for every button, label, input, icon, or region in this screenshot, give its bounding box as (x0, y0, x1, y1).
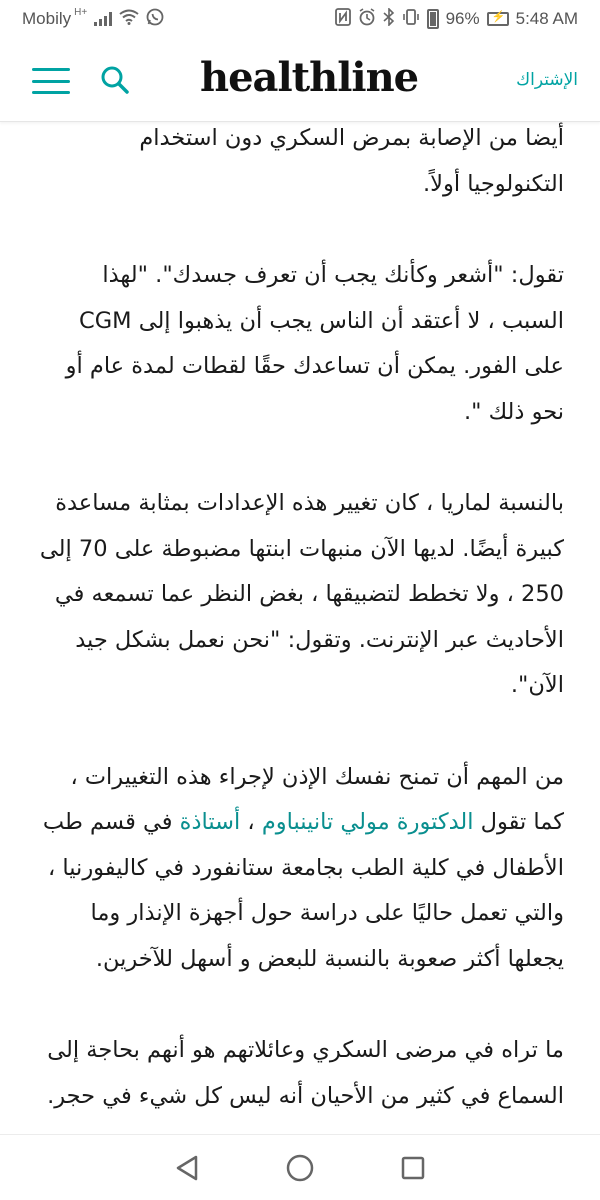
vibrate-icon (402, 8, 420, 31)
paragraph-text: في قسم طب الأطفال في كلية الطب بجامعة ستانفورد في كاليفورنيا ، والتي تعمل حاليًا على دراسة حول أجهزة الإنذار وما يجعلها أكثر صعوبة بالنسبة للبعض و أسهل للآخرين. (42, 809, 564, 972)
status-right (335, 8, 578, 31)
menu-icon[interactable] (32, 68, 70, 94)
carrier-label: Mobily (22, 9, 72, 28)
article-paragraph: أيضا من الإصابة بمرض السكري دون استخدام التكنولوجيا أولاً. (139, 125, 564, 197)
battery-saver-icon (487, 12, 509, 26)
healthline-logo[interactable]: healthline (200, 54, 419, 101)
article-paragraph: تقول: "أشعر وكأنك يجب أن تعرف جسدك". "لهذا السبب ، لا أعتقد أن الناس يجب أن يذهبوا إلى CGM على الفور. يمكن أن تساعدك حقًا لقطات لمدة عام أو نحو ذلك ". (65, 262, 564, 425)
alarm-icon (358, 8, 376, 31)
status-left (22, 8, 164, 31)
battery-percent: 96% (445, 9, 480, 28)
subscribe-button[interactable]: الإشتراك (516, 70, 578, 90)
recents-icon[interactable] (397, 1152, 429, 1184)
back-icon[interactable] (171, 1152, 203, 1184)
bluetooth-icon (383, 8, 395, 31)
whatsapp-icon (146, 8, 164, 31)
network-type-label: H+ (74, 7, 88, 18)
paragraph-text: من المهم أن تمنح نفسك الإذن لإجراء هذه التغييرات ، كما تقول (70, 763, 564, 835)
wifi-icon (119, 9, 139, 30)
professor-link[interactable]: أستاذة (179, 809, 241, 835)
article-body (0, 110, 600, 1140)
article-paragraph: بالنسبة لماريا ، كان تغيير هذه الإعدادات بمثابة مساعدة كبيرة أيضًا. لديها الآن منبهات ابنتها مضبوطة على 70 إلى 250 ، ولا تخطط لتضبيقها ، بغض النظر عما تسمعه في الأحاديث عبر الإنترنت. وتقول: "نحن نعمل بشكل جيد الآن". (39, 490, 564, 698)
site-header (0, 38, 600, 122)
battery-icon (427, 9, 439, 29)
system-nav-bar (0, 1134, 600, 1200)
dr-molly-link[interactable]: الدكتورة مولي تانينباوم (261, 809, 474, 835)
nfc-icon (335, 8, 351, 31)
home-icon[interactable] (284, 1152, 316, 1184)
signal-icon (94, 12, 112, 26)
search-icon[interactable] (100, 65, 130, 95)
article-paragraph: ما تراه في مرضى السكري وعائلاتهم هو أنهم بحاجة إلى السماع في كثير من الأحيان أنه ليس كل شيء في حجر. (47, 1037, 564, 1109)
article-paragraph (36, 755, 564, 983)
status-bar (0, 0, 600, 38)
paragraph-text: ، (240, 809, 262, 835)
clock: 5:48 AM (515, 9, 578, 28)
